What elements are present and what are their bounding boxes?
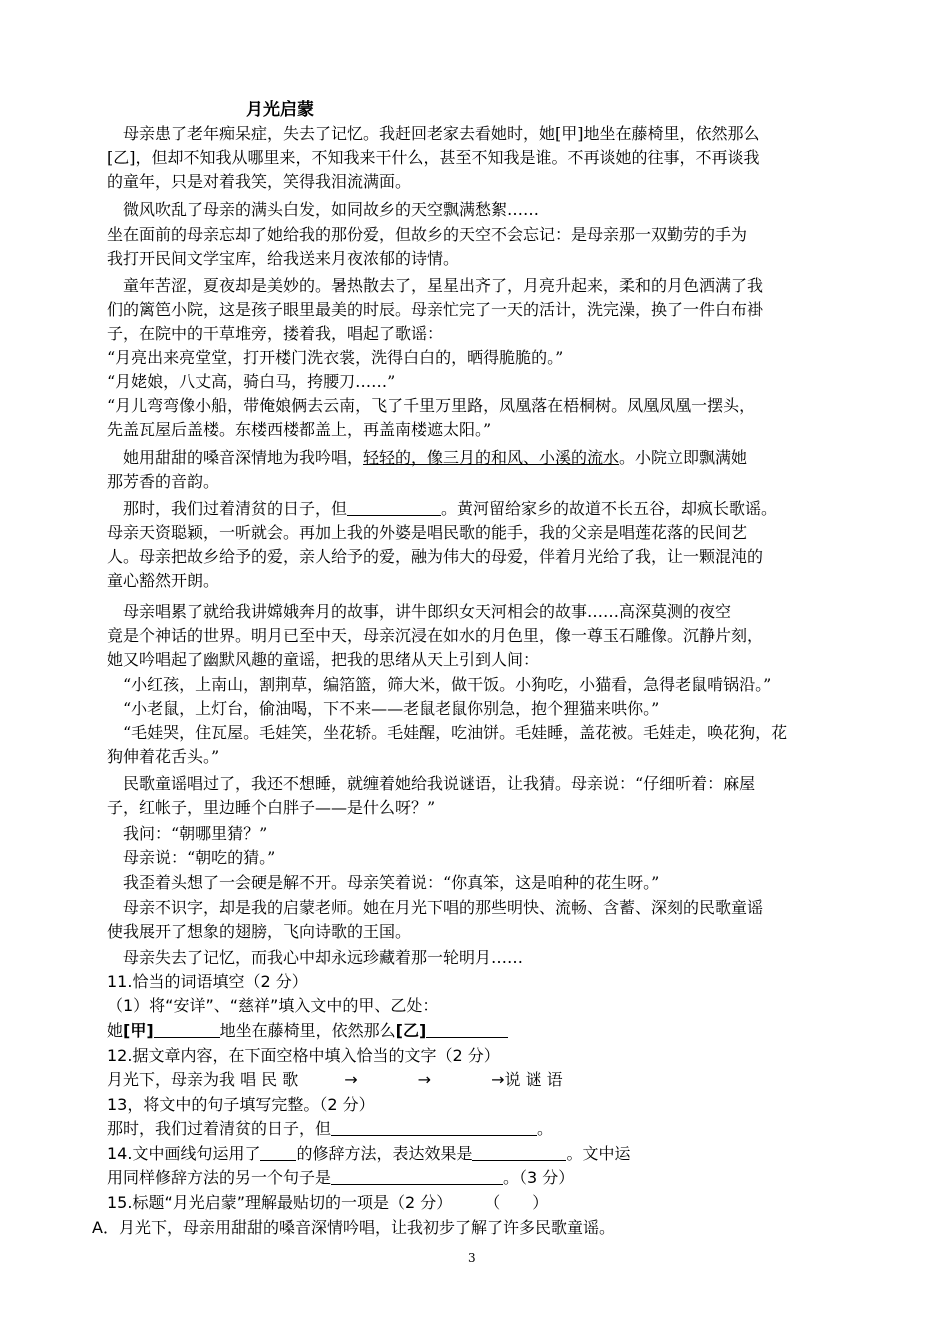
passage-line: 坐在面前的母亲忘却了她给我的那份爱，但故乡的天空不会忘记：是母亲那一双勤劳的手为	[107, 225, 748, 244]
blank-label-yi: [乙]	[395, 1021, 427, 1040]
song-line: 先盖瓦屋后盖楼。东楼西楼都盖上，再盖南楼遮太阳。”	[107, 420, 492, 439]
passage-line: 们的篱笆小院，这是孩子眼里最美的时辰。母亲忙完了一天的活计，洗完澡，换了一件白布褂	[107, 300, 764, 319]
passage-line: 母亲失去了记忆，而我心中却永远珍藏着那一轮明月……	[107, 948, 524, 967]
passage-line: 微风吹乱了母亲的满头白发，如同故乡的天空飘满愁絮……	[107, 200, 540, 219]
answer-blank-jia[interactable]	[154, 1019, 220, 1038]
question-text: 。	[537, 1119, 554, 1138]
song-line: “月亮出来亮堂堂，打开楼门洗衣裳，洗得白白的，晒得脆脆的。”	[107, 348, 564, 367]
passage-line: 母亲不识字，却是我的启蒙老师。她在月光下唱的那些明快、流畅、含蓄、深刻的民歌童谣	[107, 898, 764, 917]
answer-blank[interactable]	[347, 497, 441, 516]
passage-line: 子，在院中的干草堆旁，搂着我，唱起了歌谣：	[107, 324, 444, 343]
question-13: 13，将文中的句子填写完整。（2 分）	[107, 1095, 375, 1114]
question-14-line2	[107, 1166, 574, 1190]
question-12: 12.据文章内容，在下面空格中填入恰当的文字（2 分）	[107, 1046, 500, 1065]
passage-line: [乙]，但却不知我从哪里来，不知我来干什么，甚至不知我是谁。不再谈她的往事，不再谈我	[107, 148, 760, 167]
passage-line: 子，红帐子，里边睡个白胖子——是什么呀？”	[107, 798, 436, 817]
passage-line: 母亲患了老年痴呆症，失去了记忆。我赶回老家去看她时，她[甲]地坐在藤椅里，依然那么	[107, 124, 760, 143]
rhyme-line: “小老鼠，上灯台，偷油喝，下不来——老鼠老鼠你别急，抱个狸猫来哄你。”	[107, 699, 660, 718]
passage-line: 我打开民间文学宝库，给我送来月夜浓郁的诗情。	[107, 249, 460, 268]
chain-end: 说 谜 语	[504, 1070, 563, 1089]
arrow-right-icon: →	[344, 1070, 358, 1089]
rhyme-line: “小红孩，上南山，割荆草，编箔篮，筛大米，做干饭。小狗吃，小猫看，急得老鼠啃锅沿。”	[107, 675, 772, 694]
dialogue-line: 我问：“朝哪里猜？”	[107, 824, 268, 843]
passage-title: 月光启蒙	[246, 100, 314, 120]
blank-label-jia: [甲]	[123, 1021, 154, 1040]
question-11: 11.恰当的词语填空（2 分）	[107, 972, 308, 991]
question-text: 14.文中画线句运用了	[107, 1144, 261, 1163]
question-text: 。文中运	[566, 1144, 631, 1163]
question-11-fill	[107, 1019, 508, 1043]
song-line: “月姥娘，八丈高，骑白马，挎腰刀……”	[107, 372, 396, 391]
question-15-option-a: A．月光下，母亲用甜甜的嗓音深情吟唱，让我初步了解了许多民歌童谣。	[92, 1218, 615, 1237]
passage-line: 民歌童谣唱过了，我还不想睡，就缠着她给我说谜语，让我猜。母亲说：“仔细听着：麻屋	[107, 774, 756, 793]
passage-line: 母亲天资聪颖，一听就会。再加上我的外婆是唱民歌的能手，我的父亲是唱莲花落的民间艺	[107, 523, 748, 542]
question-15: 15.标题“月光启蒙”理解最贴切的一项是（2 分） （ ）	[107, 1193, 549, 1212]
rhyme-line: 狗伸着花舌头。”	[107, 747, 220, 766]
question-text: 她	[107, 1021, 124, 1040]
passage-line: 那芳香的音韵。	[107, 472, 220, 491]
passage-text: 。小院立即飘满她	[619, 448, 748, 467]
dialogue-line: 母亲说：“朝吃的猜。”	[107, 848, 276, 867]
question-text: 的修辞方法，表达效果是	[296, 1144, 473, 1163]
answer-blank[interactable]	[331, 1117, 537, 1136]
question-text: 那时，我们过着清贫的日子，但	[107, 1119, 332, 1138]
underlined-sentence: 轻轻的，像三月的和风、小溪的流水	[363, 448, 620, 467]
question-text: 。（3 分）	[503, 1168, 575, 1187]
question-text: 地坐在藤椅里，依然那么	[219, 1021, 396, 1040]
answer-blank-yi[interactable]	[426, 1019, 508, 1038]
passage-text: 那时，我们过着清贫的日子，但	[107, 499, 348, 518]
passage-line: 竟是个神话的世界。明月已至中天，母亲沉浸在如水的月色里，像一尊玉石雕像。沉静片刻，	[107, 626, 764, 645]
passage-line: 母亲唱累了就给我讲嫦娥奔月的故事，讲牛郎织女天河相会的故事……高深莫测的夜空	[107, 602, 732, 621]
dialogue-line: 我歪着头想了一会硬是解不开。母亲笑着说：“你真笨，这是咱种的花生呀。”	[107, 873, 660, 892]
chain-start: 月光下，母亲为我 唱 民 歌	[107, 1070, 299, 1089]
song-line: “月儿弯弯像小船，带俺娘俩去云南，飞了千里万里路，凤凰落在梧桐树。凤凰凤凰一摆头，	[107, 396, 756, 415]
passage-text: 。黄河留给家乡的故道不长五谷，却疯长歌谣。	[441, 499, 778, 518]
passage-line	[107, 497, 777, 521]
passage-line: 她又吟唱起了幽默风趣的童谣，把我的思绪从天上引到人间：	[107, 650, 540, 669]
passage-line: 童年苦涩，夏夜却是美妙的。暑热散去了，星星出齐了，月亮升起来，柔和的月色洒满了我	[107, 276, 764, 295]
passage-line	[107, 446, 747, 470]
arrow-right-icon: →	[417, 1070, 432, 1089]
question-text: 用同样修辞方法的另一个句子是	[107, 1168, 332, 1187]
passage-text: 她用甜甜的嗓音深情地为我吟唱，	[107, 448, 364, 467]
answer-blank[interactable]	[260, 1142, 296, 1161]
passage-line: 童心豁然开朗。	[107, 571, 220, 590]
passage-line: 的童年，只是对着我笑，笑得我泪流满面。	[107, 172, 412, 191]
answer-blank[interactable]	[331, 1166, 503, 1185]
answer-blank[interactable]	[472, 1142, 566, 1161]
rhyme-line: “毛娃哭，住瓦屋。毛娃笑，坐花轿。毛娃醒，吃油饼。毛娃睡，盖花被。毛娃走，唤花狗，花	[107, 723, 788, 742]
arrow-right-icon: →	[491, 1070, 505, 1089]
page-number: 3	[468, 1251, 476, 1265]
passage-line: 使我展开了想象的翅膀，飞向诗歌的王国。	[107, 922, 412, 941]
question-11-instruction: （1）将“安详”、“慈祥”填入文中的甲、乙处：	[107, 996, 439, 1015]
passage-line: 人。母亲把故乡给予的爱，亲人给予的爱，融为伟大的母爱，伴着月光给了我，让一颗混沌的	[107, 547, 764, 566]
question-14	[107, 1142, 630, 1166]
question-13-fill	[107, 1117, 553, 1141]
question-12-chain	[107, 1068, 563, 1092]
